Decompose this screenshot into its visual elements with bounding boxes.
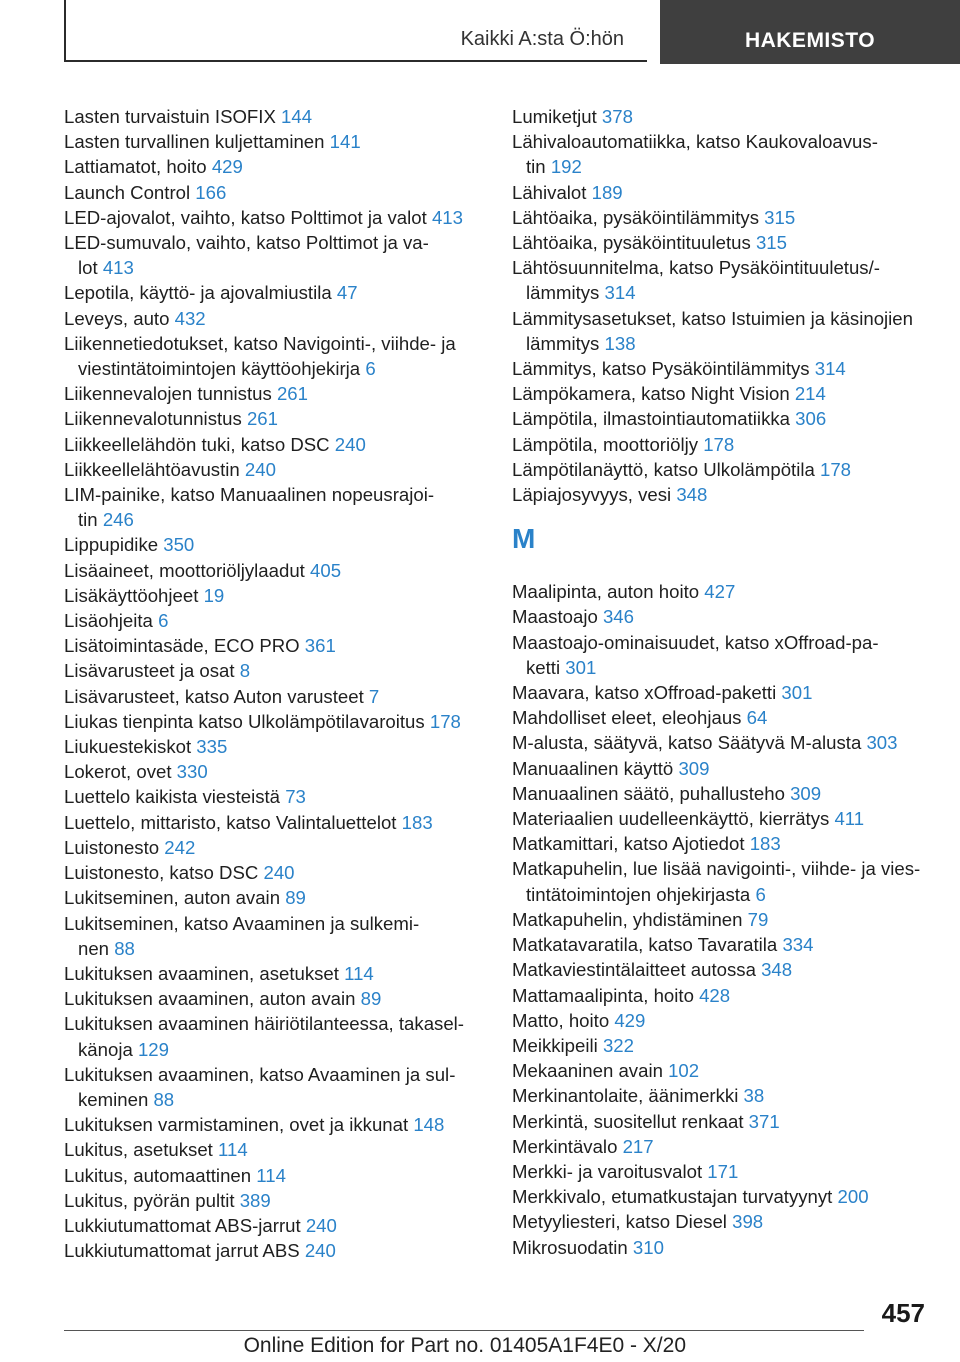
index-entry-term: Liikennevalotunnistus [64, 408, 242, 430]
page-link[interactable]: 8 [239, 660, 251, 682]
index-entry [64, 583, 484, 608]
index-entry-term: Liikkeellelähtöavustin [64, 458, 240, 480]
index-entry-term: Luistonesto [64, 836, 160, 858]
index-entry-term: Lämpötilanäyttö, katso Ulkolämpötila [512, 458, 815, 480]
page-link[interactable]: 348 [676, 484, 708, 506]
page-link[interactable]: 240 [305, 1214, 337, 1236]
index-entry-term: Lumiketjut [512, 106, 597, 127]
index-entry-continuation: tintätoimintojen ohjekirjasta [526, 883, 751, 905]
page-link[interactable]: 242 [164, 836, 196, 858]
page-link[interactable]: 429 [614, 1009, 646, 1031]
index-entry-term: Metyyliesteri, katso Diesel [512, 1211, 727, 1233]
index-entry-term: Lepotila, käyttö- ja ajovalmiustila [64, 282, 332, 304]
index-entry-term: Liikkeellelähdön tuki, katso DSC [64, 433, 330, 455]
index-entry [64, 608, 484, 633]
index-entry-term: Lämmitysasetukset, katso Istuimien ja käsinojien [512, 307, 913, 329]
index-entry-term: Lukkiutumattomat jarrut ABS [64, 1240, 300, 1262]
index-entry [512, 1008, 942, 1033]
index-entry-continuation: keminen [78, 1088, 149, 1110]
index-entry [64, 482, 484, 532]
index-entry [64, 280, 484, 305]
index-entry [512, 756, 942, 781]
index-column-right [512, 104, 942, 1260]
page-link[interactable]: 178 [703, 433, 735, 455]
page-link[interactable]: 7 [368, 685, 380, 707]
page-link[interactable]: 309 [678, 757, 710, 779]
index-entry-term: Merkkivalo, etumatkustajan turvatyynyt [512, 1186, 833, 1208]
index-entry [64, 1137, 484, 1162]
index-entry-term: Lämmitys, katso Pysäköintilämmitys [512, 358, 810, 380]
index-entry [512, 255, 942, 305]
index-entry-term: Mattamaalipinta, hoito [512, 984, 694, 1006]
index-entry-term: Lähivalot [512, 181, 587, 203]
index-entry-term: Merkintä, suositellut renkaat [512, 1110, 744, 1132]
index-entry [64, 885, 484, 910]
index-entry [64, 1112, 484, 1137]
header-tab-index[interactable]: HAKEMISTO [660, 0, 960, 64]
page-link[interactable]: 38 [743, 1085, 765, 1107]
index-entry [64, 835, 484, 860]
page-link[interactable]: 240 [334, 433, 366, 455]
index-entry-term: Lukitus, pyörän pultit [64, 1189, 235, 1211]
index-entry [512, 129, 942, 179]
index-entry-term: Lukituksen avaaminen, auton avain [64, 988, 356, 1010]
page-link[interactable]: 314 [814, 358, 846, 380]
index-entry [512, 104, 942, 129]
index-entry [64, 759, 484, 784]
index-entry-term: Merkki- ja varoitusvalot [512, 1160, 703, 1182]
index-entry [64, 558, 484, 583]
index-entry [512, 730, 942, 755]
index-entry-term: Lokerot, ovet [64, 761, 172, 783]
index-entry-term: M-alusta, säätyvä, katso Säätyvä M-alusta [512, 732, 862, 754]
index-entry [64, 154, 484, 179]
page-link[interactable]: 348 [761, 959, 793, 981]
index-entry-term: Lisävarusteet ja osat [64, 660, 235, 682]
section-letter-heading: M [512, 523, 536, 555]
page-link[interactable]: 148 [413, 1114, 445, 1136]
index-entry [64, 1011, 484, 1061]
index-entry [512, 630, 942, 680]
index-entry [512, 856, 942, 906]
index-entry-term: Liikennetiedotukset, katso Navigointi-, viihde- ja [64, 332, 456, 354]
index-entry-term: Lukitseminen, katso Avaaminen ja sulkemi- [64, 912, 420, 934]
index-entry [512, 680, 942, 705]
index-entry-continuation: tin [526, 156, 546, 178]
page-link[interactable]: 427 [704, 581, 736, 603]
index-entry [64, 709, 484, 734]
page-link[interactable]: 171 [707, 1160, 739, 1182]
index-entry [512, 907, 942, 932]
index-entry [64, 860, 484, 885]
page-link[interactable]: 178 [820, 458, 852, 480]
index-entry [64, 1163, 484, 1188]
index-entry [512, 1159, 942, 1184]
page-link[interactable]: 217 [622, 1135, 654, 1157]
page-link[interactable]: 309 [790, 782, 822, 804]
index-entry [64, 1213, 484, 1238]
index-entry [512, 1058, 942, 1083]
index-entry [64, 406, 484, 431]
index-entry-continuation: lämmitys [526, 282, 600, 304]
index-entry-term: Lippupidike [64, 534, 159, 556]
index-entry [512, 831, 942, 856]
index-entry [512, 432, 942, 457]
index-entry [512, 205, 942, 230]
index-entry [512, 579, 942, 604]
page-link[interactable]: 114 [344, 962, 374, 984]
index-entry [512, 457, 942, 482]
index-entry [512, 806, 942, 831]
index-entry-continuation: tin [78, 509, 98, 531]
page-link[interactable]: 214 [794, 383, 826, 405]
index-entry-term: LED-sumuvalo, vaihto, katso Polttimot ja va- [64, 232, 429, 254]
index-entry [64, 532, 484, 557]
index-entry-term: Maalipinta, auton hoito [512, 581, 700, 603]
index-entry-term: Luettelo kaikista viesteistä [64, 786, 281, 808]
page-link[interactable]: 240 [244, 458, 276, 480]
index-entry [64, 658, 484, 683]
index-entry [512, 1033, 942, 1058]
page-number: 457 [881, 1298, 925, 1328]
footer-edition-text: Online Edition for Part no. 01405A1F4E0 - X/20 [243, 1334, 686, 1357]
page-link[interactable]: 306 [795, 408, 827, 430]
page-link[interactable]: 261 [246, 408, 278, 430]
page-link[interactable]: 189 [591, 181, 623, 203]
index-entry-term: Merkintävalo [512, 1135, 618, 1157]
page-link[interactable]: 315 [755, 232, 787, 254]
index-entry-term: Liukuestekiskot [64, 736, 192, 758]
index-entry-term: Matkapuhelin, yhdistäminen [512, 908, 743, 930]
index-entry [512, 180, 942, 205]
index-entry-term: LED-ajovalot, vaihto, katso Polttimot ja valot [64, 206, 427, 228]
page-link[interactable]: 240 [263, 862, 295, 884]
index-entry-term: Lähtöaika, pysäköintilämmitys [512, 206, 759, 228]
page-link[interactable]: 144 [281, 106, 313, 127]
page-link[interactable]: 334 [782, 934, 814, 956]
index-entry-continuation: nen [78, 937, 110, 959]
index-entry-term: Materiaalien uudelleenkäyttö, kierrätys [512, 808, 830, 830]
page-link[interactable]: 240 [304, 1240, 336, 1262]
page-link[interactable]: 361 [304, 635, 336, 657]
index-entry [64, 734, 484, 759]
index-entry-term: LIM-painike, katso Manuaalinen nopeusrajoi- [64, 484, 435, 506]
index-entry [64, 306, 484, 331]
page-link[interactable]: 428 [699, 984, 731, 1006]
index-entry [64, 684, 484, 709]
page-link[interactable]: 6 [365, 358, 376, 380]
index-entry [512, 983, 942, 1008]
index-entry [64, 784, 484, 809]
index-entry-term: Lasten turvallinen kuljettaminen [64, 131, 325, 153]
index-entry [64, 205, 484, 230]
index-entry [64, 961, 484, 986]
index-entry [512, 1184, 942, 1209]
index-entry-term: Matkamittari, katso Ajotiedot [512, 833, 745, 855]
page-link[interactable]: 246 [102, 509, 134, 531]
page-link[interactable]: 398 [732, 1211, 764, 1233]
page-link[interactable]: 89 [285, 887, 306, 909]
index-entry-term: Lisäaineet, moottoriöljylaadut [64, 559, 305, 581]
index-entry-term: Lukituksen varmistaminen, ovet ja ikkunat [64, 1114, 409, 1136]
index-entry [512, 356, 942, 381]
index-entry [512, 1134, 942, 1159]
page-link[interactable]: 310 [632, 1236, 664, 1258]
index-entry-continuation: lot [78, 257, 98, 279]
index-entry-continuation: viestintätoimintojen käyttöohjekirja [78, 358, 361, 380]
index-column-left [64, 104, 484, 1263]
index-entry [512, 1083, 942, 1108]
index-entry-term: Manuaalinen säätö, puhallusteho [512, 782, 785, 804]
index-entry-term: Mahdolliset eleet, eleohjaus [512, 707, 742, 729]
index-entry [64, 1238, 484, 1263]
index-entry-term: Mikrosuodatin [512, 1236, 628, 1258]
page-link[interactable]: 330 [176, 761, 208, 783]
index-entry [64, 180, 484, 205]
page-link[interactable]: 129 [137, 1038, 169, 1060]
index-entry-term: Liukas tienpinta katso Ulkolämpötilavaroitus [64, 710, 425, 732]
index-entry-term: Matto, hoito [512, 1009, 610, 1031]
index-entry-term: Lisäohjeita [64, 610, 153, 632]
index-entry-term: Lukitus, automaattinen [64, 1164, 252, 1186]
index-entry-term: Lukitus, asetukset [64, 1139, 213, 1161]
page-link[interactable]: 47 [336, 282, 358, 304]
index-entry [64, 986, 484, 1011]
page-link[interactable]: 315 [764, 206, 796, 228]
page-link[interactable]: 73 [285, 786, 306, 808]
footer-divider [64, 1330, 864, 1331]
page-link[interactable]: 301 [781, 682, 813, 704]
index-entry-continuation: lämmitys [526, 332, 600, 354]
index-entry [512, 705, 942, 730]
index-entry-term: Lähtösuunnitelma, katso Pysäköintituuletus/- [512, 257, 880, 279]
index-entry [64, 1062, 484, 1112]
page-link[interactable]: 178 [429, 710, 461, 732]
index-entry [512, 482, 942, 507]
page-link[interactable]: 192 [550, 156, 582, 178]
index-entry-term: Lisätoimintasäde, ECO PRO [64, 635, 300, 657]
page-link[interactable]: 79 [747, 908, 769, 930]
page-link[interactable]: 261 [276, 383, 308, 405]
index-entry-term: Maastoajo-ominaisuudet, katso xOffroad-pa- [512, 631, 879, 653]
index-entry [64, 381, 484, 406]
page-link[interactable]: 413 [102, 257, 134, 279]
index-entry [64, 129, 484, 154]
index-entry [512, 1209, 942, 1234]
page-link[interactable]: 141 [329, 131, 361, 153]
page-link[interactable]: 350 [163, 534, 195, 556]
page-link[interactable]: 411 [834, 808, 865, 830]
index-entry [512, 957, 942, 982]
index-entry-term: Lattiamatot, hoito [64, 156, 207, 178]
index-entry [64, 104, 484, 129]
index-entry [512, 230, 942, 255]
page-link[interactable]: 138 [604, 332, 636, 354]
index-entry-term: Lähtöaika, pysäköintituuletus [512, 232, 751, 254]
index-group-l [512, 104, 942, 507]
index-entry-term: Maastoajo [512, 606, 598, 628]
index-entry-term: Leveys, auto [64, 307, 170, 329]
index-entry-term: Lukkiutumattomat ABS-jarrut [64, 1214, 301, 1236]
page-link[interactable]: 322 [602, 1034, 634, 1056]
index-entry-term: Lukitseminen, auton avain [64, 887, 281, 909]
index-entry [64, 230, 484, 280]
index-entry-continuation: ketti [526, 656, 561, 678]
index-entry-term: Lukituksen avaaminen, asetukset [64, 962, 339, 984]
page-link[interactable]: 183 [749, 833, 781, 855]
index-entry-term: Lämpötila, moottoriöljy [512, 433, 699, 455]
page-link[interactable]: 114 [218, 1139, 248, 1161]
page-link[interactable]: 102 [668, 1060, 700, 1082]
index-entry-term: Luistonesto, katso DSC [64, 862, 259, 884]
page-link[interactable]: 371 [748, 1110, 780, 1132]
index-entry-term: Merkinantolaite, äänimerkki [512, 1085, 739, 1107]
page-link[interactable]: 183 [401, 811, 433, 833]
index-entry-term: Lämpötila, ilmastointiautomatiikka [512, 408, 790, 430]
page-link[interactable]: 413 [431, 206, 463, 228]
page-link[interactable]: 405 [310, 559, 342, 581]
index-entry-term: Lämpökamera, katso Night Vision [512, 383, 790, 405]
index-entry-term: Maavara, katso xOffroad-paketti [512, 682, 777, 704]
header-section-title: Kaikki A:sta Ö:hön [460, 28, 624, 50]
index-entry-term: Manuaalinen käyttö [512, 757, 674, 779]
index-entry-term: Lasten turvaistuin ISOFIX [64, 106, 276, 127]
page-link[interactable]: 89 [360, 988, 382, 1010]
index-entry-term: Lähivaloautomatiikka, katso Kaukovaloavus- [512, 131, 878, 153]
page-link[interactable]: 6 [755, 883, 766, 905]
page-link[interactable]: 378 [601, 106, 633, 127]
page-link[interactable]: 314 [604, 282, 636, 304]
page-link[interactable]: 346 [602, 606, 634, 628]
index-entry [512, 1235, 942, 1260]
index-entry [512, 932, 942, 957]
index-group-m [512, 579, 942, 1259]
index-entry [512, 306, 942, 356]
page-link[interactable]: 389 [239, 1189, 271, 1211]
index-entry-term: Matkatavaratila, katso Tavaratila [512, 934, 778, 956]
index-entry-term: Launch Control [64, 181, 191, 203]
page-link[interactable]: 301 [565, 656, 597, 678]
page-link[interactable]: 166 [195, 181, 227, 203]
page-link[interactable]: 429 [211, 156, 243, 178]
page-link[interactable]: 335 [196, 736, 228, 758]
index-entry-term: Läpiajosyvyys, vesi [512, 484, 672, 506]
page-link[interactable]: 19 [203, 584, 225, 606]
index-entry [512, 604, 942, 629]
index-entry [512, 406, 942, 431]
index-entry [64, 633, 484, 658]
index-entry-term: Matkapuhelin, lue lisää navigointi-, viihde- ja vies- [512, 858, 921, 880]
page-link[interactable]: 200 [837, 1186, 869, 1208]
index-entry-continuation: känoja [78, 1038, 133, 1060]
index-entry-term: Lisävarusteet, katso Auton varusteet [64, 685, 364, 707]
index-entry [512, 1109, 942, 1134]
page-link[interactable]: 114 [256, 1164, 286, 1186]
index-entry-term: Lukituksen avaaminen häiriötilanteessa, takasel- [64, 1013, 464, 1035]
index-entry [64, 457, 484, 482]
page-link[interactable]: 432 [174, 307, 206, 329]
index-entry-term: Liikennevalojen tunnistus [64, 383, 272, 405]
index-entry-term: Meikkipeili [512, 1034, 598, 1056]
page-link[interactable]: 88 [153, 1088, 175, 1110]
index-entry-term: Matkaviestintälaitteet autossa [512, 959, 756, 981]
index-entry [64, 911, 484, 961]
page-link[interactable]: 88 [114, 937, 135, 959]
index-entry-term: Luettelo, mittaristo, katso Valintaluettelot [64, 811, 397, 833]
page-link[interactable]: 64 [746, 707, 768, 729]
index-entry [64, 1188, 484, 1213]
index-entry [512, 381, 942, 406]
index-entry [64, 331, 484, 381]
index-entry-term: Lisäkäyttöohjeet [64, 584, 199, 606]
index-entry-term: Lukituksen avaaminen, katso Avaaminen ja sul- [64, 1063, 456, 1085]
page-link[interactable]: 303 [866, 732, 898, 754]
index-entry [64, 810, 484, 835]
index-entry-term: Mekaaninen avain [512, 1060, 663, 1082]
index-entry [512, 781, 942, 806]
page-link[interactable]: 6 [158, 610, 169, 632]
index-entry [64, 432, 484, 457]
